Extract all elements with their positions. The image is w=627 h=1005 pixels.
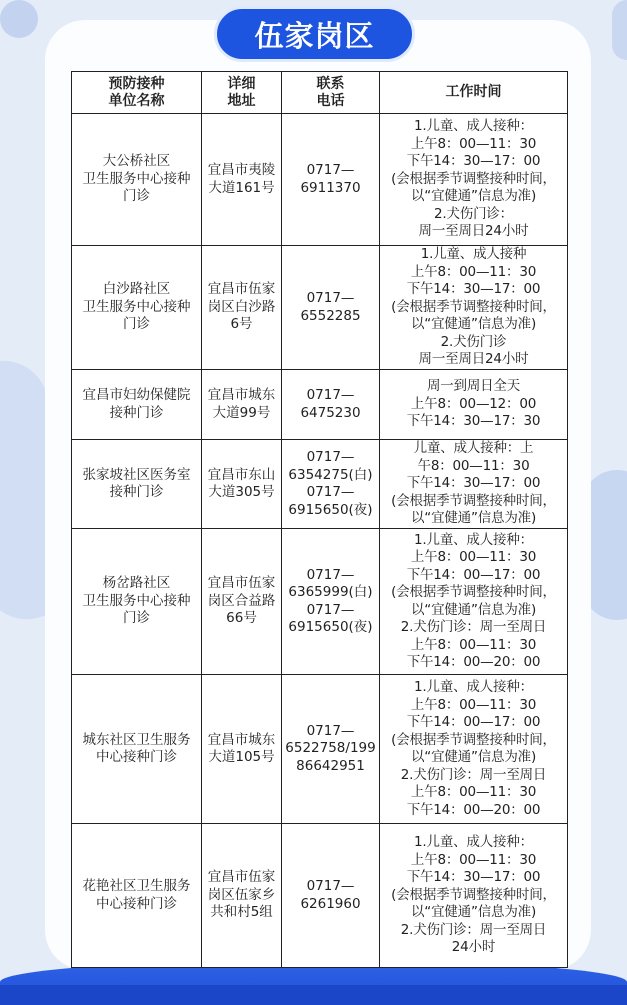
address-cell: 宜昌市东山 大道305号 (202, 440, 282, 529)
unit-name-cell: 城东社区卫生服务 中心接种门诊 (72, 675, 202, 824)
phone-cell: 0717— 6552285 (282, 246, 380, 370)
table-row (72, 246, 568, 370)
header-hours: 工作时间 (380, 72, 568, 114)
hours-cell: 1.儿童、成人接种： 上午8：00—11：30 下午14：00—17：00 (会根据季节调整接种时间， 以“宜健通”信息为准) 2.犬伤门诊：周一至周日 上午8：00—11：30 下午14：00—20：00 (380, 675, 568, 824)
hours-cell: 1.儿童、成人接种： 上午8：00—11：30 下午14：00—17：00 (会根据季节调整接种时间， 以“宜健通”信息为准) 2.犬伤门诊：周一至周日 上午8：00—11：30 下午14：00—20：00 (380, 529, 568, 675)
address-cell: 宜昌市夷陵 大道161号 (202, 114, 282, 246)
table-row (72, 370, 568, 440)
phone-cell: 0717— 6354275(白) 0717— 6915650(夜) (282, 440, 380, 529)
footer-band (0, 985, 627, 1005)
address-cell: 宜昌市城东 大道99号 (202, 370, 282, 440)
table-row (72, 114, 568, 246)
address-cell: 宜昌市城东 大道105号 (202, 675, 282, 824)
header-phone: 联系 电话 (282, 72, 380, 114)
header-unit-name: 预防接种 单位名称 (72, 72, 202, 114)
unit-name-cell: 花艳社区卫生服务 中心接种门诊 (72, 824, 202, 968)
table-row (72, 824, 568, 968)
vaccination-schedule-table (71, 71, 568, 968)
address-cell: 宜昌市伍家 岗区合益路 66号 (202, 529, 282, 675)
table-row (72, 440, 568, 529)
phone-cell: 0717— 6911370 (282, 114, 380, 246)
table-header-row (72, 72, 568, 114)
background-decoration (612, 0, 627, 60)
header-address: 详细 地址 (202, 72, 282, 114)
background-decoration (0, 0, 38, 38)
unit-name-cell: 大公桥社区 卫生服务中心接种 门诊 (72, 114, 202, 246)
address-cell: 宜昌市伍家 岗区伍家乡 共和村5组 (202, 824, 282, 968)
unit-name-cell: 宜昌市妇幼保健院 接种门诊 (72, 370, 202, 440)
hours-cell: 1.儿童、成人接种 上午8：00—11：30 下午14：30—17：00 (会根据季节调整接种时间， 以“宜健通”信息为准) 2.犬伤门诊 周一至周日24小时 (380, 246, 568, 370)
hours-cell: 周一到周日全天 上午8：00—12：00 下午14：30—17：30 (380, 370, 568, 440)
phone-cell: 0717— 6475230 (282, 370, 380, 440)
hours-cell: 儿童、成人接种：上 午8：00—11：30 下午14：30—17：00 (会根据季节调整接种时间， 以“宜健通”信息为准) (380, 440, 568, 529)
hours-cell: 1.儿童、成人接种： 上午8：00—11：30 下午14：30—17：00 (会根据季节调整接种时间， 以“宜健通”信息为准) 2.犬伤门诊： 周一至周日24小时 (380, 114, 568, 246)
table-row (72, 529, 568, 675)
table-row (72, 675, 568, 824)
unit-name-cell: 杨岔路社区 卫生服务中心接种 门诊 (72, 529, 202, 675)
unit-name-cell: 白沙路社区 卫生服务中心接种 门诊 (72, 246, 202, 370)
phone-cell: 0717— 6365999(白) 0717— 6915650(夜) (282, 529, 380, 675)
unit-name-cell: 张家坡社区医务室 接种门诊 (72, 440, 202, 529)
address-cell: 宜昌市伍家 岗区白沙路 6号 (202, 246, 282, 370)
phone-cell: 0717— 6522758/199 86642951 (282, 675, 380, 824)
hours-cell: 1.儿童、成人接种： 上午8：00—11：30 下午14：30—17：00 (会根据季节调整接种时间， 以“宜健通”信息为准) 2.犬伤门诊：周一至周日 24小时 (380, 824, 568, 968)
page-title: 伍家岗区 (214, 6, 415, 62)
phone-cell: 0717— 6261960 (282, 824, 380, 968)
